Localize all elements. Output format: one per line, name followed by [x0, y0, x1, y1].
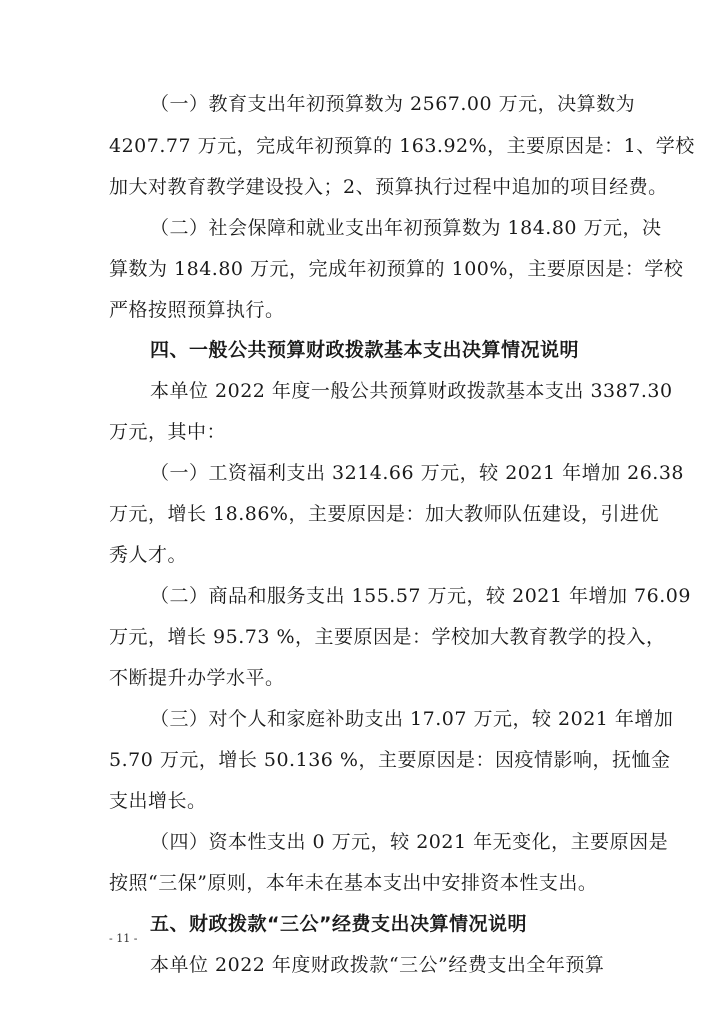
para-education-line-1: （一）教育支出年初预算数为 2567.00 万元，决算数为	[150, 93, 636, 115]
para-education-line-3: 加大对教育教学建设投入；2、预算执行过程中追加的项目经费。	[109, 176, 668, 198]
para-goods-services-line-1: （二）商品和服务支出 155.57 万元，较 2021 年增加 76.09	[150, 585, 691, 607]
page-number: - 11 -	[109, 932, 138, 945]
para-education-line-2: 4207.77 万元，完成年初预算的 163.92%，主要原因是：1、学校	[109, 135, 695, 157]
para-goods-services-line-3: 不断提升办学水平。	[109, 667, 285, 689]
para-wages-line-1: （一）工资福利支出 3214.66 万元，较 2021 年增加 26.38	[150, 462, 685, 484]
para-three-public-line-1: 本单位 2022 年度财政拨款“三公”经费支出全年预算	[150, 954, 605, 976]
para-capital-line-2: 按照“三保”原则，本年未在基本支出中安排资本性支出。	[109, 872, 598, 894]
para-capital-line-1: （四）资本性支出 0 万元，较 2021 年无变化，主要原因是	[150, 831, 669, 853]
para-wages-line-3: 秀人才。	[109, 544, 188, 566]
para-goods-services-line-2: 万元，增长 95.73 %，主要原因是：学校加大教育教学的投入，	[109, 626, 666, 648]
para-basic-expenditure-line-2: 万元，其中：	[109, 421, 227, 443]
section-heading-5: 五、财政拨款“三公”经费支出决算情况说明	[150, 913, 527, 935]
para-social-security-line-2: 算数为 184.80 万元，完成年初预算的 100%，主要原因是：学校	[109, 258, 684, 280]
para-subsidy-line-1: （三）对个人和家庭补助支出 17.07 万元，较 2021 年增加	[150, 708, 674, 730]
para-wages-line-2: 万元，增长 18.86%，主要原因是：加大教师队伍建设，引进优	[109, 503, 659, 525]
para-social-security-line-3: 严格按照预算执行。	[109, 299, 285, 321]
para-subsidy-line-3: 支出增长。	[109, 790, 207, 812]
para-basic-expenditure-line-1: 本单位 2022 年度一般公共预算财政拨款基本支出 3387.30	[150, 380, 673, 402]
para-social-security-line-1: （二）社会保障和就业支出年初预算数为 184.80 万元，决	[150, 217, 662, 239]
para-subsidy-line-2: 5.70 万元，增长 50.136 %，主要原因是：因疫情影响，抚恤金	[109, 749, 671, 771]
section-heading-4: 四、一般公共预算财政拨款基本支出决算情况说明	[150, 339, 580, 361]
